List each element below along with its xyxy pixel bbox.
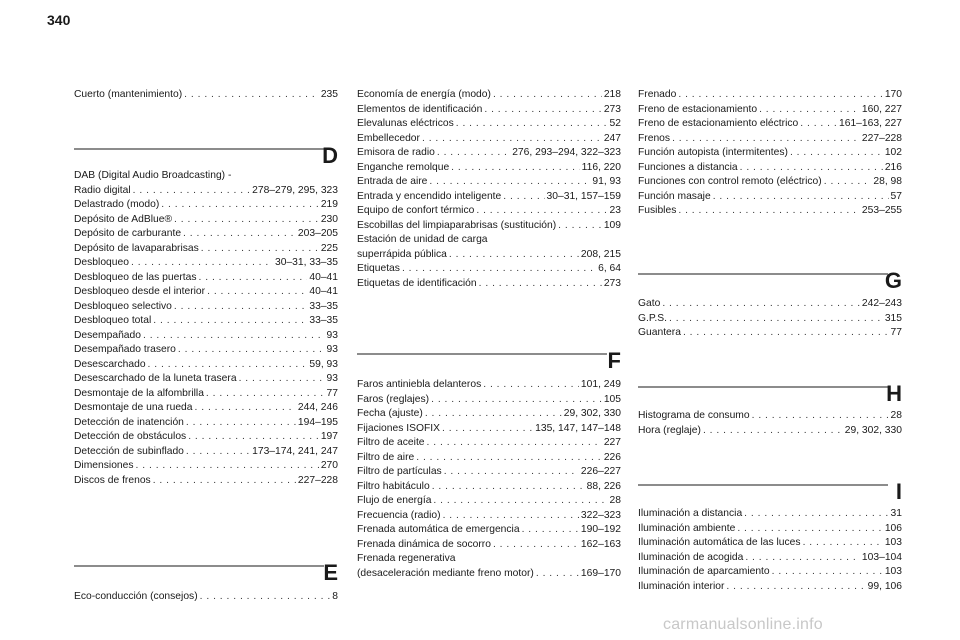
index-entry bbox=[357, 422, 621, 437]
index-entry bbox=[74, 198, 338, 213]
entry-label: Etiquetas bbox=[357, 263, 400, 274]
entry-label: Iluminación de aparcamiento bbox=[638, 566, 770, 577]
entry-pages: 227–228 bbox=[297, 474, 338, 486]
entry-pages: 270 bbox=[320, 460, 338, 471]
entry-pages: 29, 302, 330 bbox=[563, 408, 621, 419]
index-entry bbox=[638, 507, 902, 522]
entry-label: Hora (reglaje) bbox=[638, 424, 701, 436]
entry-pages: 161–163, 227 bbox=[839, 118, 902, 129]
index-entry bbox=[357, 262, 621, 277]
section-header-e bbox=[74, 560, 338, 588]
entry-label: Emisora de radio bbox=[357, 147, 435, 158]
entry-pages: 276, 293–294, 322–323 bbox=[512, 147, 621, 158]
index-entry bbox=[638, 175, 902, 190]
entry-pages: 227 bbox=[603, 437, 621, 448]
entry-pages: 225 bbox=[320, 242, 338, 254]
entry-label: Frenado bbox=[638, 89, 677, 100]
entry-pages: 31 bbox=[890, 508, 902, 519]
index-entry bbox=[74, 271, 338, 286]
entry-label: Guantera bbox=[638, 327, 681, 338]
index-entry bbox=[638, 580, 902, 595]
entry-label: Cuerto (mantenimiento) bbox=[74, 89, 183, 100]
entry-pages: 226–227 bbox=[580, 466, 621, 477]
entry-label: Gato bbox=[638, 298, 661, 309]
entry-label: Iluminación de acogida bbox=[638, 551, 744, 563]
index-entry bbox=[357, 117, 621, 132]
entry-label: Filtro habitáculo bbox=[357, 480, 430, 492]
index-entry bbox=[638, 88, 902, 103]
entry-label: Detección de subinflado bbox=[74, 445, 184, 457]
index-entry bbox=[357, 523, 621, 538]
entry-label: Filtro de partículas bbox=[357, 466, 442, 477]
entry-label: Depósito de carburante bbox=[74, 228, 182, 239]
entry-pages: 101, 249 bbox=[580, 379, 621, 390]
entry-label: Enganche remolque bbox=[357, 161, 450, 173]
entry-label: Delastrado (modo) bbox=[74, 199, 160, 210]
index-entry bbox=[74, 372, 338, 387]
index-entry bbox=[74, 169, 338, 198]
entry-pages: 93 bbox=[326, 344, 338, 355]
entry-label: Histograma de consumo bbox=[638, 410, 750, 421]
entry-pages: 116, 220 bbox=[581, 161, 621, 173]
section-letter: I bbox=[895, 479, 902, 504]
entry-label: Frecuencia (radio) bbox=[357, 509, 441, 521]
entry-pages: 103 bbox=[884, 566, 902, 577]
index-entry bbox=[74, 416, 338, 431]
index-entry bbox=[74, 88, 338, 103]
entry-pages: 315 bbox=[884, 312, 902, 324]
index-entry bbox=[638, 117, 902, 132]
page-number: 340 bbox=[47, 12, 71, 28]
index-entry bbox=[357, 436, 621, 451]
index-entry bbox=[74, 300, 338, 315]
entry-label: Elementos de identificación bbox=[357, 103, 483, 115]
entry-label: Dimensiones bbox=[74, 460, 134, 471]
entry-label: Iluminación a distancia bbox=[638, 508, 743, 519]
entry-pages: 93 bbox=[326, 373, 338, 384]
entry-pages: 88, 226 bbox=[586, 480, 621, 492]
index-entry bbox=[357, 88, 621, 103]
index-entry bbox=[357, 132, 621, 147]
index-entry bbox=[638, 536, 902, 551]
entry-label: Desescarchado de la luneta trasera bbox=[74, 373, 237, 384]
entry-pages: 235 bbox=[320, 89, 338, 100]
entry-pages: 227–228 bbox=[861, 132, 902, 144]
index-entry bbox=[74, 430, 338, 445]
section-rule bbox=[638, 386, 888, 388]
index-entry bbox=[74, 445, 338, 460]
entry-label: Entrada de aire bbox=[357, 176, 428, 187]
entry-pages: 6, 64 bbox=[598, 263, 621, 274]
index-entry bbox=[74, 401, 338, 416]
entry-label: Freno de estacionamiento bbox=[638, 103, 758, 115]
entry-pages: 322–323 bbox=[580, 509, 621, 521]
index-entry bbox=[74, 358, 338, 373]
entry-label-line: Estación de unidad de carga bbox=[357, 234, 488, 245]
entry-pages: 247 bbox=[603, 132, 621, 144]
index-entry bbox=[74, 314, 338, 329]
entry-pages: 103–104 bbox=[861, 551, 902, 563]
section-rule bbox=[638, 273, 888, 275]
section-header-d bbox=[74, 143, 338, 171]
entry-pages: 278–279, 295, 323 bbox=[252, 184, 338, 196]
index-entry bbox=[357, 103, 621, 118]
section-letter: G bbox=[884, 268, 902, 293]
entry-label: Fecha (ajuste) bbox=[357, 408, 423, 419]
entry-pages: 109 bbox=[603, 219, 621, 231]
index-entry bbox=[638, 204, 902, 219]
entry-label: Desmontaje de la alfombrilla bbox=[74, 387, 204, 399]
index-entry bbox=[357, 480, 621, 495]
entry-pages: 273 bbox=[603, 103, 621, 115]
entry-label: Detección de inatención bbox=[74, 416, 184, 428]
entry-pages: 226 bbox=[603, 451, 621, 463]
entry-label: Iluminación automática de las luces bbox=[638, 537, 801, 548]
entry-pages: 23 bbox=[609, 205, 621, 216]
entry-label: Embellecedor bbox=[357, 132, 420, 144]
entry-pages: 77 bbox=[326, 387, 338, 399]
entry-label: Frenos bbox=[638, 132, 671, 144]
index-entry bbox=[357, 552, 621, 581]
entry-label: Desempañado bbox=[74, 329, 141, 341]
entry-pages: 103 bbox=[884, 537, 902, 548]
entry-pages: 190–192 bbox=[580, 524, 621, 535]
entry-label: Economía de energía (modo) bbox=[357, 89, 491, 100]
entry-label: Función masaje bbox=[638, 190, 711, 202]
entry-label: Filtro de aceite bbox=[357, 437, 425, 448]
index-entry bbox=[638, 312, 902, 327]
entry-label: Desbloqueo desde el interior bbox=[74, 286, 206, 297]
index-entry bbox=[638, 565, 902, 580]
entry-pages: 194–195 bbox=[297, 416, 338, 428]
entry-label: Desbloqueo total bbox=[74, 315, 152, 326]
entry-label: Desescarchado bbox=[74, 358, 146, 370]
entry-pages: 30–31, 157–159 bbox=[546, 190, 621, 202]
section-letter: E bbox=[323, 560, 338, 585]
section-header-i bbox=[638, 479, 902, 507]
entry-pages: 28 bbox=[609, 495, 621, 506]
entry-label: Desmontaje de una rueda bbox=[74, 402, 193, 413]
entry-pages: 52 bbox=[609, 118, 621, 129]
entry-pages: 28 bbox=[890, 410, 902, 421]
entry-pages: 102 bbox=[884, 147, 902, 158]
index-entry bbox=[638, 146, 902, 161]
entry-pages: 57 bbox=[890, 190, 902, 202]
index-entry bbox=[357, 190, 621, 205]
entry-pages: 40–41 bbox=[309, 271, 338, 283]
entry-label: Discos de frenos bbox=[74, 474, 151, 486]
index-entry bbox=[74, 227, 338, 242]
index-entry bbox=[638, 132, 902, 147]
index-entry bbox=[638, 424, 902, 439]
entry-pages: 77 bbox=[890, 327, 902, 338]
index-entry bbox=[74, 213, 338, 228]
entry-pages: 173–174, 241, 247 bbox=[252, 445, 338, 457]
entry-label: Freno de estacionamiento eléctrico bbox=[638, 118, 799, 129]
entry-pages: 28, 98 bbox=[873, 176, 902, 187]
entry-pages: 33–35 bbox=[309, 300, 338, 312]
entry-label: Elevalunas eléctricos bbox=[357, 118, 454, 129]
entry-pages: 169–170 bbox=[580, 567, 621, 579]
entry-label: Filtro de aire bbox=[357, 451, 415, 463]
entry-label: Frenada dinámica de socorro bbox=[357, 538, 491, 550]
entry-label: Desempañado trasero bbox=[74, 344, 176, 355]
entry-label: Etiquetas de identificación bbox=[357, 277, 477, 289]
section-header-f bbox=[357, 348, 621, 376]
index-entry bbox=[74, 329, 338, 344]
index-entry bbox=[638, 297, 902, 312]
entry-label: (desaceleración mediante freno motor) bbox=[357, 567, 534, 579]
entry-pages: 29, 302, 330 bbox=[844, 424, 902, 436]
entry-pages: 208, 215 bbox=[580, 248, 621, 260]
entry-pages: 59, 93 bbox=[309, 358, 338, 370]
index-entry bbox=[638, 522, 902, 537]
entry-label: Fusibles bbox=[638, 205, 677, 216]
entry-pages: 170 bbox=[884, 89, 902, 100]
index-entry bbox=[357, 233, 621, 262]
entry-label: Depósito de AdBlue® bbox=[74, 213, 173, 225]
index-entry bbox=[74, 459, 338, 474]
index-entry bbox=[357, 204, 621, 219]
index-entry bbox=[357, 219, 621, 234]
entry-label: Entrada y encendido inteligente bbox=[357, 190, 502, 202]
index-entry bbox=[357, 451, 621, 466]
section-letter: H bbox=[886, 381, 902, 406]
index-entry bbox=[74, 256, 338, 271]
entry-label: Eco-conducción (consejos) bbox=[74, 591, 198, 602]
entry-pages: 30–31, 33–35 bbox=[275, 257, 338, 268]
entry-label: Funciones a distancia bbox=[638, 161, 738, 173]
index-entry bbox=[638, 551, 902, 566]
entry-pages: 91, 93 bbox=[592, 176, 621, 187]
entry-pages: 242–243 bbox=[861, 298, 902, 309]
entry-label: Radio digital bbox=[74, 184, 131, 196]
entry-label: Función autopista (intermitentes) bbox=[638, 147, 788, 158]
section-rule bbox=[74, 565, 324, 567]
entry-label: Desbloqueo de las puertas bbox=[74, 271, 197, 283]
entry-pages: 40–41 bbox=[309, 286, 338, 297]
section-rule bbox=[357, 353, 607, 355]
entry-pages: 230 bbox=[320, 213, 338, 225]
entry-pages: 244, 246 bbox=[297, 402, 338, 413]
index-entry bbox=[74, 242, 338, 257]
index-entry bbox=[357, 146, 621, 161]
entry-pages: 93 bbox=[326, 329, 338, 341]
section-letter: F bbox=[607, 348, 621, 373]
entry-label: Equipo de confort térmico bbox=[357, 205, 475, 216]
index-entry bbox=[357, 277, 621, 292]
entry-pages: 135, 147, 147–148 bbox=[535, 422, 621, 434]
entry-label: superrápida pública bbox=[357, 248, 447, 260]
entry-pages: 203–205 bbox=[297, 228, 338, 239]
entry-pages: 99, 106 bbox=[867, 580, 902, 592]
entry-pages: 273 bbox=[603, 277, 621, 289]
index-entry bbox=[357, 175, 621, 190]
entry-label: Escobillas del limpiaparabrisas (sustitución) bbox=[357, 219, 557, 231]
entry-pages: 197 bbox=[320, 431, 338, 442]
section-letter: D bbox=[322, 143, 338, 168]
entry-label: Iluminación interior bbox=[638, 580, 725, 592]
entry-pages: 218 bbox=[603, 89, 621, 100]
entry-pages: 219 bbox=[320, 199, 338, 210]
index-entry bbox=[357, 393, 621, 408]
entry-label: Desbloqueo bbox=[74, 257, 129, 268]
index-entry bbox=[638, 161, 902, 176]
entry-label: Flujo de energía bbox=[357, 495, 432, 506]
section-header-h bbox=[638, 381, 902, 409]
index-entry bbox=[638, 103, 902, 118]
entry-label: G.P.S. bbox=[638, 312, 667, 324]
index-entry bbox=[357, 378, 621, 393]
entry-pages: 8 bbox=[332, 591, 338, 602]
entry-pages: 253–255 bbox=[861, 205, 902, 216]
entry-label: Funciones con control remoto (eléctrico) bbox=[638, 176, 822, 187]
index-entry bbox=[357, 494, 621, 509]
index-entry bbox=[357, 538, 621, 553]
index-entry bbox=[357, 465, 621, 480]
index-entry bbox=[357, 407, 621, 422]
index-entry bbox=[357, 161, 621, 176]
entry-label: Depósito de lavaparabrisas bbox=[74, 242, 199, 254]
entry-label: Faros antiniebla delanteros bbox=[357, 379, 482, 390]
entry-label: Frenada automática de emergencia bbox=[357, 524, 520, 535]
entry-label-line: Frenada regenerativa bbox=[357, 553, 456, 564]
section-rule bbox=[638, 484, 888, 486]
index-entry bbox=[74, 343, 338, 358]
entry-pages: 162–163 bbox=[580, 538, 621, 550]
section-rule bbox=[74, 148, 324, 150]
entry-label-line: DAB (Digital Audio Broadcasting) - bbox=[74, 170, 232, 181]
watermark-text: carmanualsonline.info bbox=[663, 616, 823, 633]
index-entry bbox=[638, 409, 902, 424]
index-entry bbox=[74, 285, 338, 300]
entry-pages: 160, 227 bbox=[861, 103, 902, 115]
entry-pages: 106 bbox=[884, 522, 902, 534]
entry-label: Detección de obstáculos bbox=[74, 431, 187, 442]
entry-label: Fijaciones ISOFIX bbox=[357, 422, 440, 434]
index-entry bbox=[638, 190, 902, 205]
entry-label: Iluminación ambiente bbox=[638, 522, 736, 534]
entry-pages: 216 bbox=[884, 161, 902, 173]
entry-pages: 105 bbox=[603, 393, 621, 405]
index-entry bbox=[74, 387, 338, 402]
index-entry bbox=[357, 509, 621, 524]
entry-pages: 33–35 bbox=[309, 315, 338, 326]
index-entry bbox=[638, 326, 902, 341]
index-entry bbox=[74, 590, 338, 605]
section-header-g bbox=[638, 268, 902, 296]
entry-label: Desbloqueo selectivo bbox=[74, 300, 172, 312]
index-entry bbox=[74, 474, 338, 489]
entry-label: Faros (reglajes) bbox=[357, 393, 430, 405]
